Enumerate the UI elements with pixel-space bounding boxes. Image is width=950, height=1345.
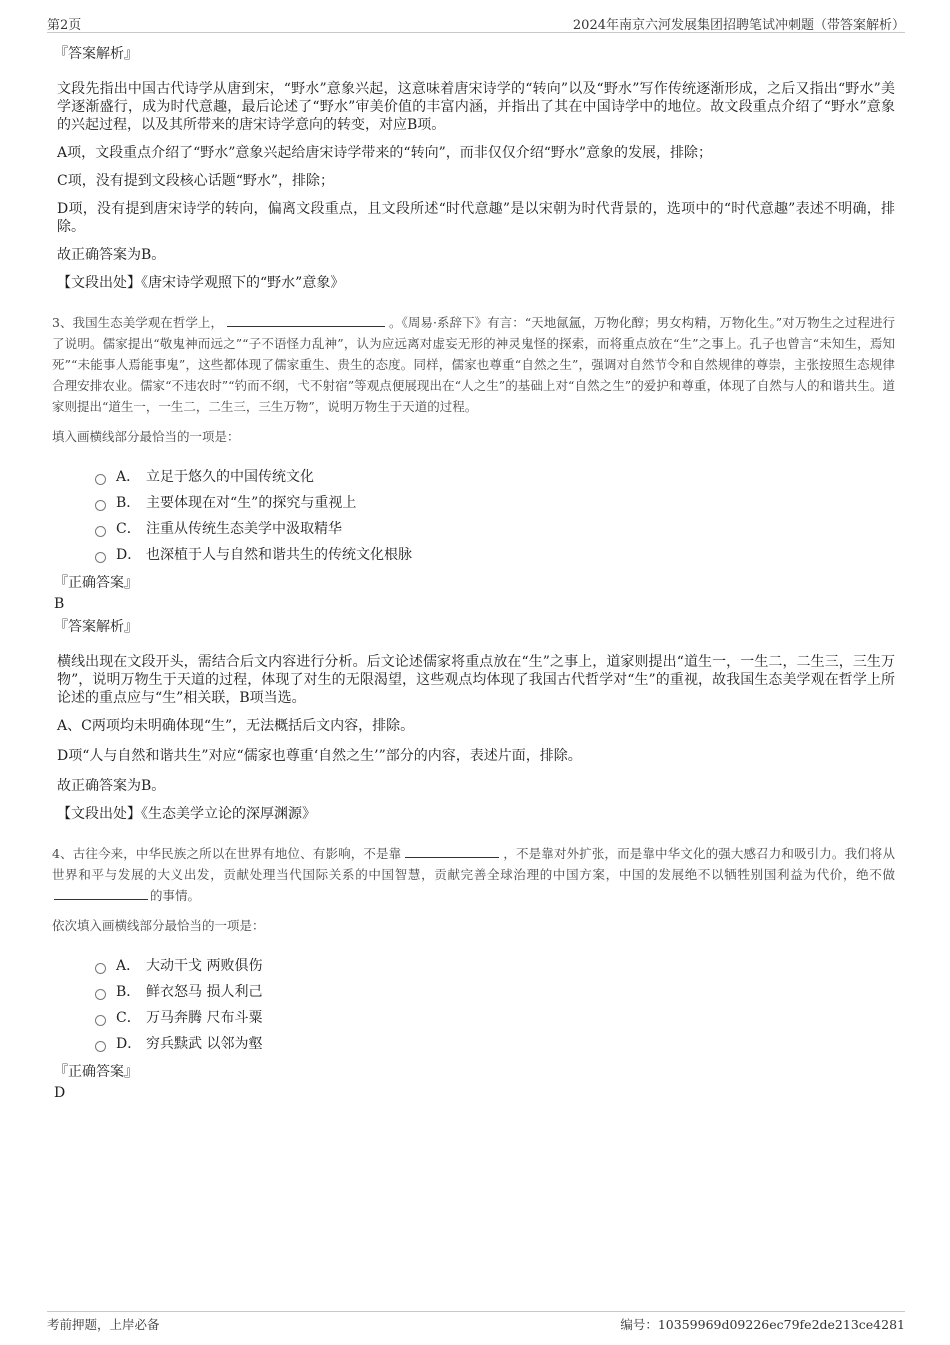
q3-answer: B <box>54 596 65 612</box>
q3-option-c[interactable]: C． 注重从传统生态美学中汲取精华 <box>95 515 895 541</box>
page-header <box>47 12 905 33</box>
radio-button[interactable] <box>95 1015 106 1026</box>
document-title: 2024年南京六河发展集团招聘笔试冲刺题（带答案解析） <box>572 18 905 33</box>
radio-button[interactable] <box>95 963 106 974</box>
q3-stem-rest: 。《周易·系辞下》有言：“天地氤氲，万物化醇；男女构精，万物化生。”对万物生之过程进行了说明。儒家提出“敬鬼神而远之”“子不语怪力乱神”，认为应远离对虚妄无形的神灵鬼怪的探索，而将重点放在“生”之事上。孔子也曾言“未知生，焉知死”“未能事人焉能事鬼”，这些都体现了儒家重生、贵生的态度。同样，儒家也尊重“自然之生”，强调对自然节令和自然规律的尊崇，主张按照生态规律合理安排农业。儒家“不违农时”“钓而不纲，弋不射宿”等观点便展现出在“人之生”的基础上对“自然之生”的爱护和尊重，体现了自然与人的和谐共生。道家则提出“道生一，一生二，二生三，三生万物”，说明万物生于天道的过程。 <box>52 315 895 414</box>
radio-button[interactable] <box>95 989 106 1000</box>
q3-stem <box>52 312 895 417</box>
answer-blank <box>54 887 148 900</box>
q4-stem <box>52 843 895 906</box>
page-footer <box>47 1311 905 1336</box>
footer-slogan: 考前押题，上岸必备 <box>47 1317 160 1332</box>
q4-answer: D <box>54 1085 66 1101</box>
answer-blank <box>227 314 385 327</box>
q4-option-c[interactable]: C． 万马奔腾 尺布斗粟 <box>95 1004 895 1030</box>
answer-blank <box>405 845 499 858</box>
radio-button[interactable] <box>95 552 106 563</box>
radio-button[interactable] <box>95 474 106 485</box>
main-content <box>52 44 895 1102</box>
q3-answer-heading: 『正确答案』 <box>54 575 138 591</box>
q4-option-a[interactable]: A． 大动干戈 两败俱伤 <box>95 952 895 978</box>
q4-stem-end: 的事情。 <box>150 888 201 903</box>
q2-analysis-paragraph: C项，没有提到文段核心话题“野水”，排除； <box>57 173 335 189</box>
q3-option-b[interactable]: B． 主要体现在对“生”的探究与重视上 <box>95 489 895 515</box>
q3-stem-start: 3、我国生态美学观在哲学上， <box>52 315 224 330</box>
q2-analysis-paragraph: A项，文段重点介绍了“野水”意象兴起给唐宋诗学带来的“转向”，而非仅仅介绍“野水”意象的发展，排除； <box>57 145 713 161</box>
q4-stem-start: 4、古往今来，中华民族之所以在世界有地位、有影响，不是靠 <box>52 846 402 861</box>
q3-analysis-paragraph: 故正确答案为B。 <box>57 778 166 794</box>
document-serial-number: 编号：10359969d09226ec79fe2de213ce4281 <box>620 1317 905 1332</box>
q3-analysis-paragraph: 横线出现在文段开头，需结合后文内容进行分析。后文论述儒家将重点放在“生”之事上，道家则提出“道生一，一生二，二生三，三生万物”，说明万物生于天道的过程，体现了对生的无限渴望，这些观点均体现了我国古代哲学对“生”的重视，故我国生态美学观在哲学上所论述的重点应与“生”相关联，B项当选。 <box>57 654 895 706</box>
q2-source: 【文段出处】《唐宋诗学观照下的“野水”意象》 <box>57 275 345 291</box>
q4-stem-middle: ，不是靠对外扩张，而是靠中华文化的强大感召力和吸引力。我们将从世界和平与发展的大义出发，贡献处理当代国际关系的中国智慧，贡献完善全球治理的中国方案，中国的发展绝不以牺牲别国利益为代价，绝不做 <box>52 846 895 882</box>
q4-option-d[interactable]: D． 穷兵黩武 以邻为壑 <box>95 1030 895 1056</box>
q3-options <box>95 463 895 567</box>
q3-analysis-paragraph: A、C两项均未明确体现“生”，无法概括后文内容，排除。 <box>57 718 415 734</box>
q4-answer-heading: 『正确答案』 <box>54 1064 138 1080</box>
q3-source: 【文段出处】《生态美学立论的深厚渊源》 <box>57 806 316 822</box>
radio-button[interactable] <box>95 1041 106 1052</box>
q3-analysis-paragraph: D项“人与自然和谐共生”对应“儒家也尊重‘自然之生’”部分的内容，表述片面，排除。 <box>57 748 582 764</box>
q3-prompt: 填入画横线部分最恰当的一项是： <box>52 429 240 444</box>
q3-option-a[interactable]: A． 立足于悠久的中国传统文化 <box>95 463 895 489</box>
radio-button[interactable] <box>95 500 106 511</box>
q2-analysis-paragraph: 文段先指出中国古代诗学从唐到宋，“野水”意象兴起，这意味着唐宋诗学的“转向”以及“野水”写作传统逐渐形成，之后又指出“野水”美学逐渐盛行，成为时代意趣，最后论述了“野水”审美价值的丰富内涵，并指出了其在中国诗学中的地位。故文段重点介绍了“野水”意象的兴起过程，以及其所带来的唐宋诗学意向的转变，对应B项。 <box>57 81 895 133</box>
q4-options <box>95 952 895 1056</box>
radio-button[interactable] <box>95 526 106 537</box>
page-number: 第2页 <box>47 18 82 33</box>
q4-prompt: 依次填入画横线部分最恰当的一项是： <box>52 918 265 933</box>
q3-option-d[interactable]: D． 也深植于人与自然和谐共生的传统文化根脉 <box>95 541 895 567</box>
q3-analysis-heading: 『答案解析』 <box>54 619 138 635</box>
q4-option-b[interactable]: B． 鲜衣怒马 损人利己 <box>95 978 895 1004</box>
q2-analysis-heading: 『答案解析』 <box>54 46 138 62</box>
q2-analysis-paragraph: 故正确答案为B。 <box>57 247 166 263</box>
q2-analysis-paragraph: D项，没有提到唐宋诗学的转向，偏离文段重点，且文段所述“时代意趣”是以宋朝为时代背景的，选项中的“时代意趣”表述不明确，排除。 <box>57 201 895 235</box>
